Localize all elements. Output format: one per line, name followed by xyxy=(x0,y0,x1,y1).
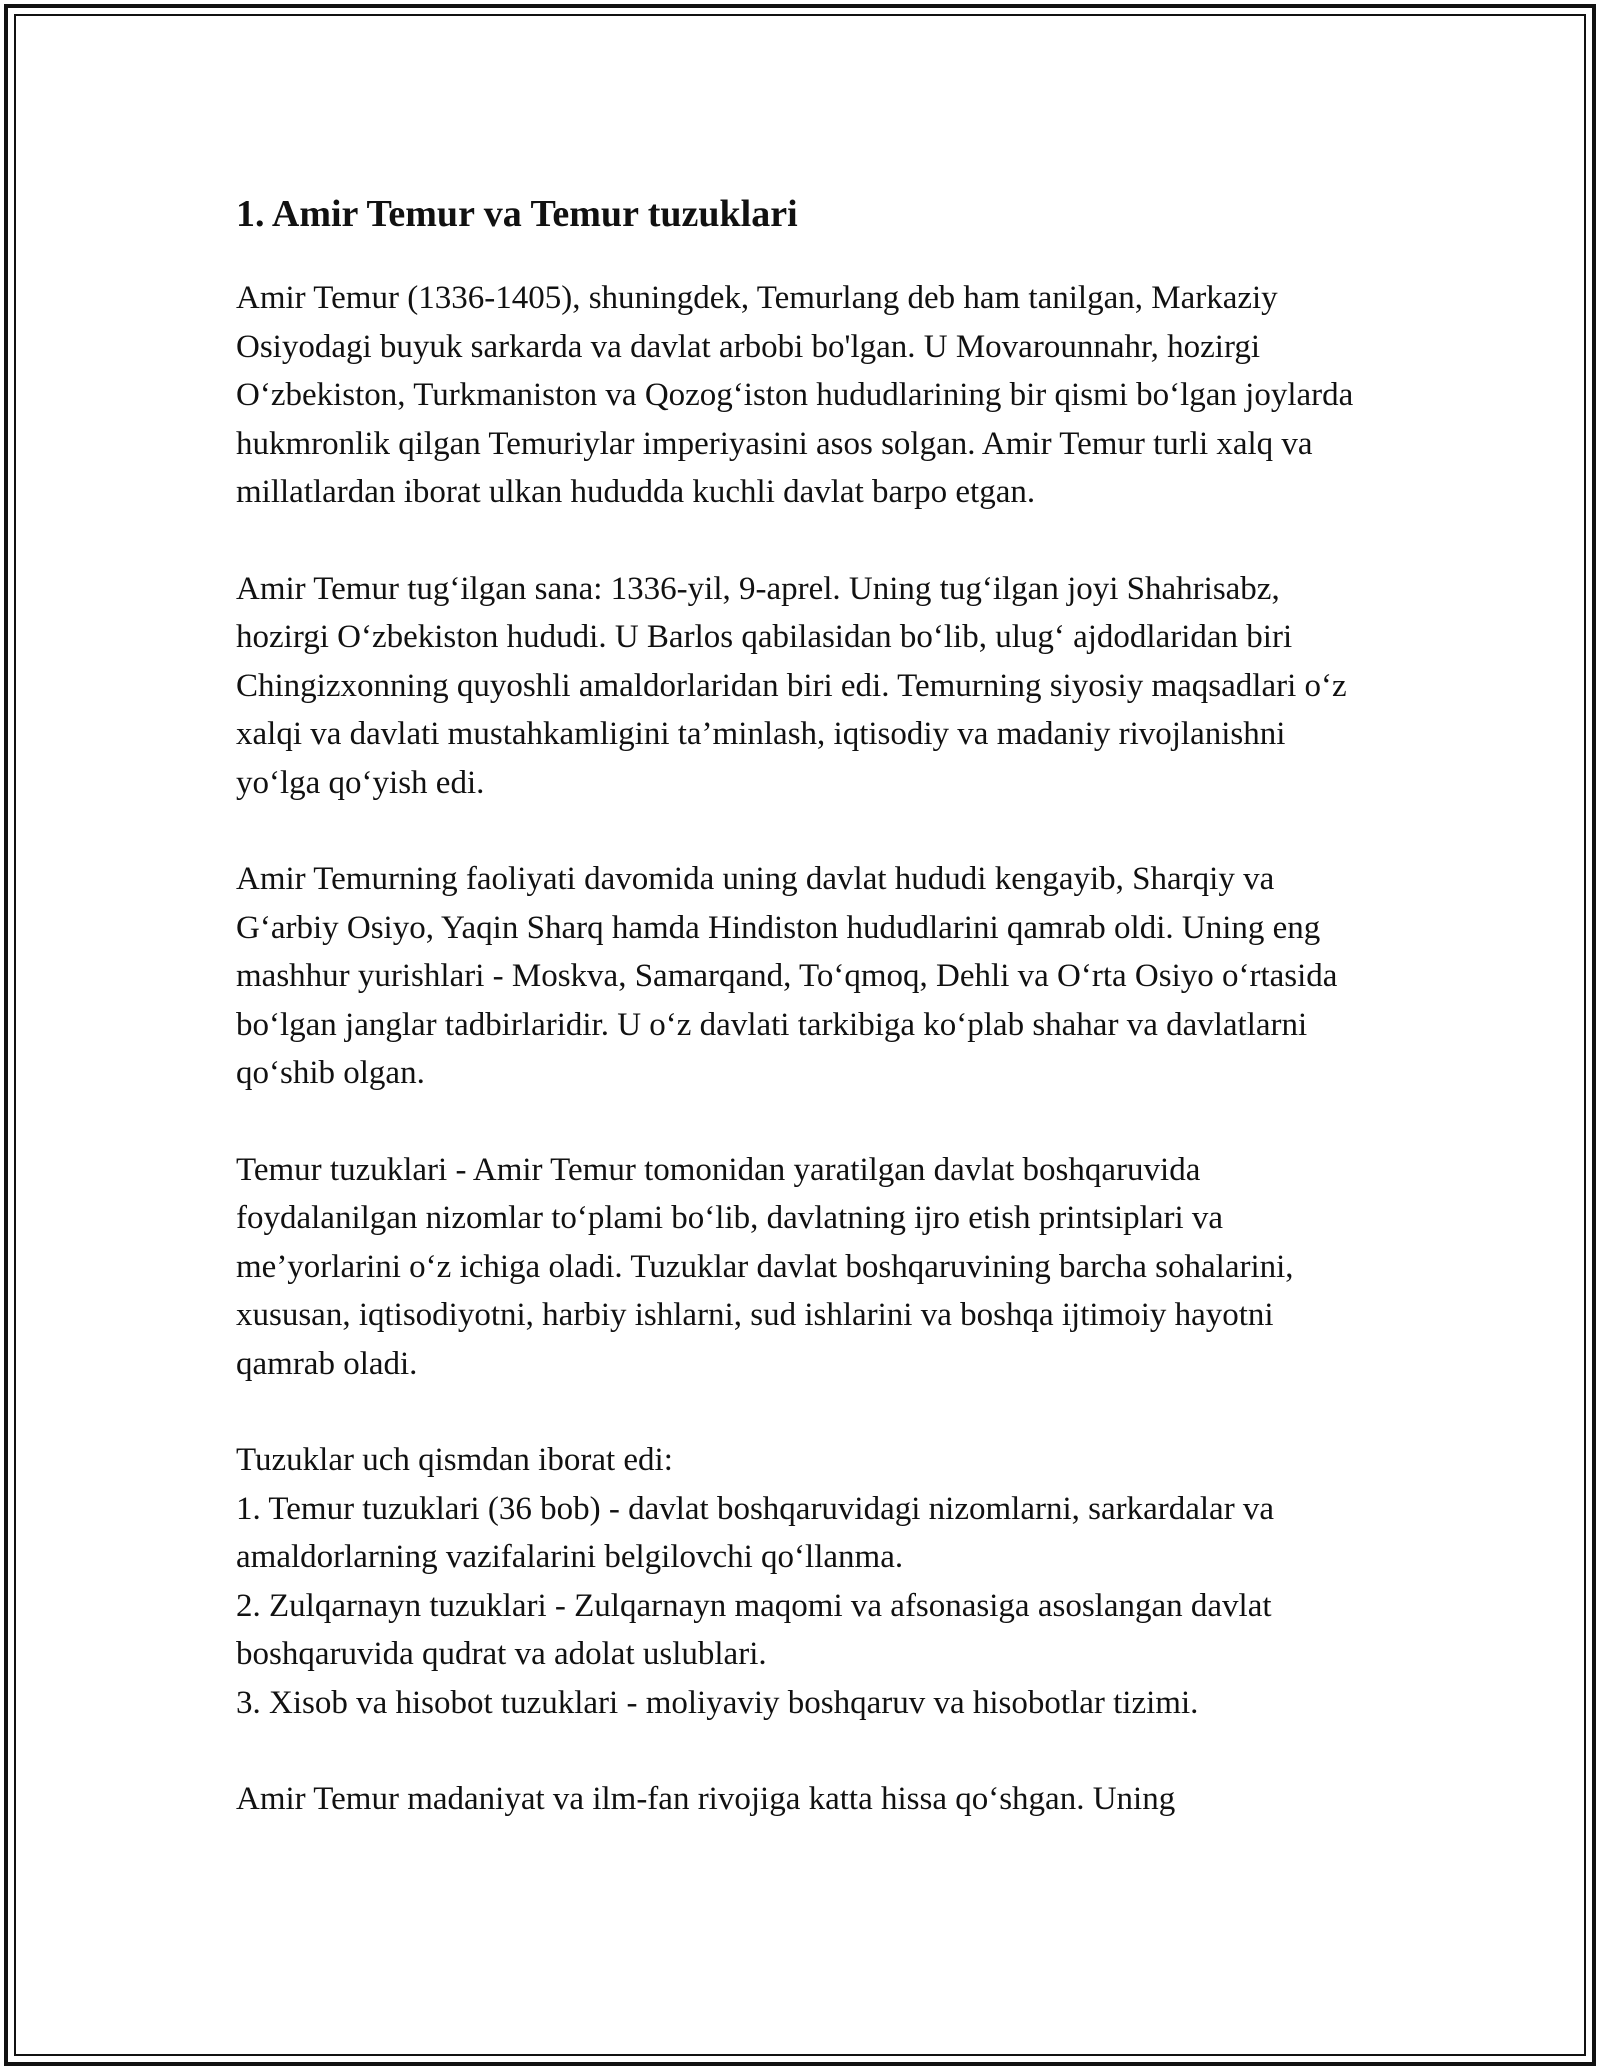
paragraph-campaigns: Amir Temurning faoliyati davomida uning davlat hududi kengayib, Sharqiy va G‘arbiy Osiyo, Yaqin Sharq hamda Hindiston hududlarini qamrab oldi. Uning eng mashhur yurishlari - Moskva, Samarqand, To‘qmoq, Dehli va O‘rta Osiyo o‘rtasida bo‘lgan janglar tadbirlaridir. U o‘z davlati tarkibiga ko‘plab shahar va davlatlarni qo‘shib olgan. xyxy=(236,861,1338,1091)
paragraph-intro: Amir Temur (1336-1405), shuningdek, Temurlang deb ham tanilgan, Markaziy Osiyodagi buyuk sarkarda va davlat arbobi bo'lgan. U Movarounnahr, hozirgi O‘zbekiston, Turkmaniston va Qozog‘iston hududlarining bir qismi bo‘lgan joylarda hukmronlik qilgan Temuriylar imperiyasini asos solgan. Amir Temur turli xalq va millatlardan iborat ulkan hududda kuchli davlat barpo etgan. xyxy=(236,280,1354,510)
list-item: 3. Xisob va hisobot tuzuklari - moliyaviy boshqaruv va hisobotlar tizimi. xyxy=(236,1684,1199,1721)
list-item: 1. Temur tuzuklari (36 bob) - davlat boshqaruvidagi nizomlarni, sarkardalar va amaldorlarning vazifalarini belgilovchi qo‘llanma. xyxy=(236,1490,1275,1575)
section-heading: 1. Amir Temur va Temur tuzuklari xyxy=(236,193,798,235)
list-intro: Tuzuklar uch qismdan iborat edi: xyxy=(236,1442,673,1478)
list-item: 2. Zulqarnayn tuzuklari - Zulqarnayn maqomi va afsonasiga asoslangan davlat boshqaruvida qudrat va adolat uslublari. xyxy=(236,1587,1272,1672)
tuzuklar-parts-list xyxy=(236,1436,1366,1727)
document-body xyxy=(236,188,1366,1872)
paragraph-tuzuklar: Temur tuzuklari - Amir Temur tomonidan yaratilgan davlat boshqaruvida foydalanilgan nizomlar to‘plami bo‘lib, davlatning ijro etish printsiplari va me’yorlarini o‘z ichiga oladi. Tuzuklar davlat boshqaruvining barcha sohalarini, xususan, iqtisodiyotni, harbiy ishlarni, sud ishlarini va boshqa ijtimoiy hayotni qamrab oladi. xyxy=(236,1151,1294,1382)
paragraph-culture: Amir Temur madaniyat va ilm-fan rivojiga katta hissa qo‘shgan. Uning xyxy=(236,1781,1176,1817)
paragraph-birth: Amir Temur tug‘ilgan sana: 1336-yil, 9-aprel. Uning tug‘ilgan joyi Shahrisabz, hozirgi O‘zbekiston hududi. U Barlos qabilasidan bo‘lib, ulug‘ ajdodlaridan biri Chingizxonning quyoshli amaldorlaridan biri edi. Temurning siyosiy maqsadlari o‘z xalqi va davlati mustahkamligini ta’minlash, iqtisodiy va madaniy rivojlanishni yo‘lga qo‘yish edi. xyxy=(236,570,1347,801)
